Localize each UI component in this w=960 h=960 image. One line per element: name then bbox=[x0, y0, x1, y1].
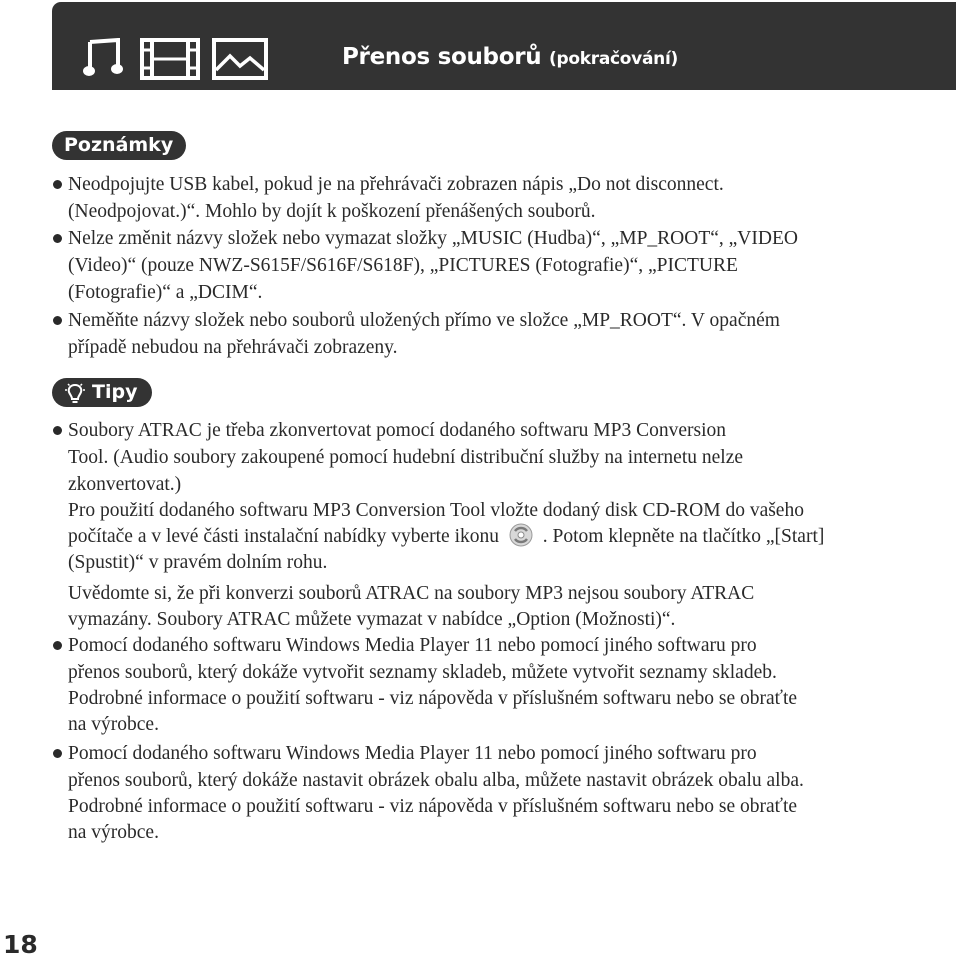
text-line: Neodpojujte USB kabel, pokud je na přehrávači zobrazen nápis „Do not disconnect. bbox=[68, 174, 724, 195]
mp3-conversion-tool-icon bbox=[506, 523, 536, 547]
page-title bbox=[342, 44, 678, 70]
text-line: přenos souborů, který dokáže nastavit obrázek obalu alba, můžete nastavit obrázek obalu alba. bbox=[68, 770, 804, 791]
page-number: 18 bbox=[3, 930, 38, 959]
tips-label bbox=[52, 378, 152, 407]
text-line: zkonvertovat.) bbox=[68, 474, 182, 495]
text-line: Uvědomte si, že při konverzi souborů ATRAC na soubory MP3 nejsou soubory ATRAC bbox=[68, 583, 755, 604]
tips-label-text: Tipy bbox=[92, 381, 138, 403]
title-subtitle: (pokračování) bbox=[549, 49, 678, 69]
text-line: Pomocí dodaného softwaru Windows Media Player 11 nebo pomocí jiného softwaru pro bbox=[68, 743, 757, 764]
text-line: Pomocí dodaného softwaru Windows Media Player 11 nebo pomocí jiného softwaru pro bbox=[68, 635, 757, 656]
bullet bbox=[53, 749, 62, 758]
text-line: (Neodpojovat.)“. Mohlo by dojít k poškození přenášených souborů. bbox=[68, 201, 596, 222]
title-main: Přenos souborů bbox=[342, 44, 542, 70]
text-segment: počítače a v levé části instalační nabídky vyberte ikonu bbox=[68, 526, 500, 547]
bullet bbox=[53, 234, 62, 243]
text-line: na výrobce. bbox=[68, 822, 159, 843]
text-line: (Spustit)“ v pravém dolním rohu. bbox=[68, 552, 328, 573]
text-line: Soubory ATRAC je třeba zkonvertovat pomocí dodaného softwaru MP3 Conversion bbox=[68, 420, 727, 441]
text-line: Neměňte názvy složek nebo souborů uložených přímo ve složce „MP_ROOT“. V opačném bbox=[68, 310, 780, 331]
text-line: Nelze změnit názvy složek nebo vymazat složky „MUSIC (Hudba)“, „MP_ROOT“, „VIDEO bbox=[68, 228, 798, 249]
text-line: vymazány. Soubory ATRAC můžete vymazat v nabídce „Option (Možnosti)“. bbox=[68, 609, 676, 630]
bullet bbox=[53, 641, 62, 650]
text-line: Podrobné informace o použití softwaru - viz nápověda v příslušném softwaru nebo se obraťte bbox=[68, 688, 798, 709]
text-line-with-icon bbox=[68, 523, 824, 550]
picture-icon bbox=[212, 38, 268, 80]
text-line: na výrobce. bbox=[68, 714, 159, 735]
text-line: Podrobné informace o použití softwaru - viz nápověda v příslušném softwaru nebo se obraťte bbox=[68, 796, 798, 817]
notes-label bbox=[52, 131, 186, 160]
notes-label-text: Poznámky bbox=[64, 134, 174, 156]
music-note-icon bbox=[82, 38, 126, 78]
text-line: (Fotografie)“ a „DCIM“. bbox=[68, 282, 263, 303]
bullet bbox=[53, 180, 62, 189]
lightbulb-icon bbox=[64, 382, 86, 404]
text-segment: . Potom klepněte na tlačítko „[Start] bbox=[542, 526, 825, 547]
text-line: přenos souborů, který dokáže vytvořit seznamy skladeb, můžete vytvořit seznamy skladeb. bbox=[68, 662, 777, 683]
text-line: Pro použití dodaného softwaru MP3 Conversion Tool vložte dodaný disk CD-ROM do vašeho bbox=[68, 500, 804, 521]
bullet bbox=[53, 426, 62, 435]
text-line: případě nebudou na přehrávači zobrazeny. bbox=[68, 337, 398, 358]
section-header bbox=[52, 2, 956, 90]
text-line: (Video)“ (pouze NWZ-S615F/S616F/S618F), „PICTURES (Fotografie)“, „PICTURE bbox=[68, 255, 738, 276]
text-line: Tool. (Audio soubory zakoupené pomocí hudební distribuční služby na internetu nelze bbox=[68, 447, 744, 468]
film-strip-icon bbox=[140, 38, 200, 80]
bullet bbox=[53, 316, 62, 325]
